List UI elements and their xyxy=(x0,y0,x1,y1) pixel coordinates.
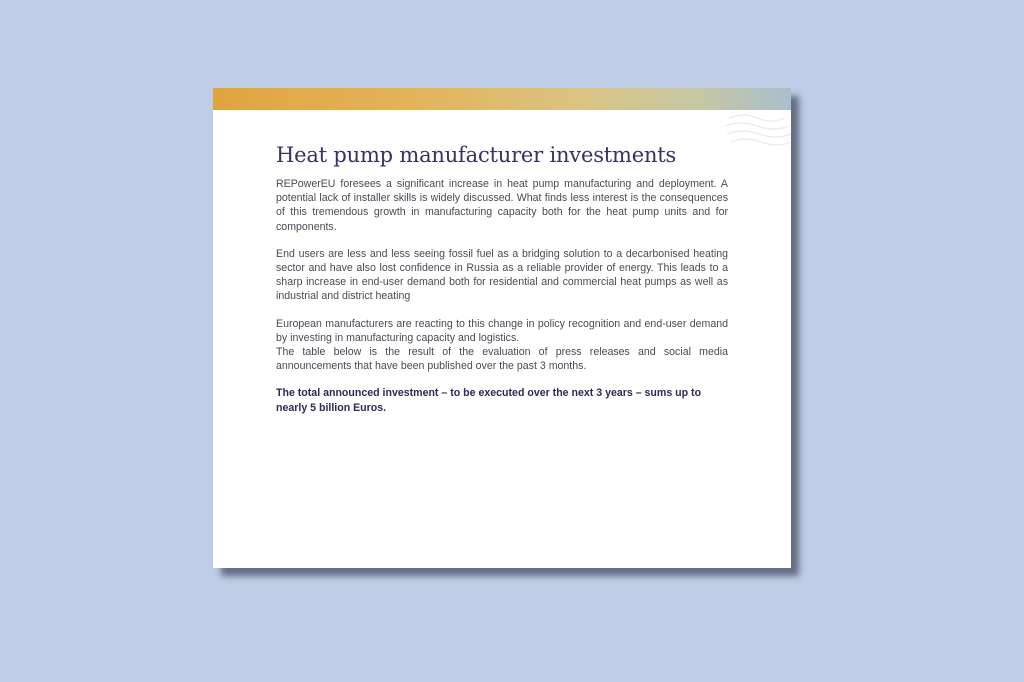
document-content xyxy=(276,143,728,428)
paragraph-manufacturers: European manufacturers are reacting to this change in policy recognition and end-user demand by investing in manufacturing capacity and logistics. xyxy=(276,317,728,344)
document-page xyxy=(213,88,791,568)
paragraph-table-note: The table below is the result of the evaluation of press releases and social media announcements that have been published over the past 3 months. xyxy=(276,346,728,373)
paragraph-repowereu: REPowerEU foresees a significant increase in heat pump manufacturing and deployment. A potential lack of installer skills is widely discussed. What finds less interest is the consequences of this tremendous growth in manufacturing capacity both for the heat pump units and for components. xyxy=(276,178,728,233)
wave-decoration-icon xyxy=(721,110,791,160)
highlight-total-investment: The total announced investment – to be executed over the next 3 years – sums up to nearly 5 billion Euros. xyxy=(276,387,702,414)
header-color-band xyxy=(213,88,791,110)
page-title: Heat pump manufacturer investments xyxy=(276,143,677,167)
paragraph-end-users: End users are less and less seeing fossil fuel as a bridging solution to a decarbonised heating sector and have also lost confidence in Russia as a reliable provider of energy. This leads to a sharp increase in end-user demand both for residential and commercial heat pumps as well as industrial and district heating xyxy=(276,247,728,303)
